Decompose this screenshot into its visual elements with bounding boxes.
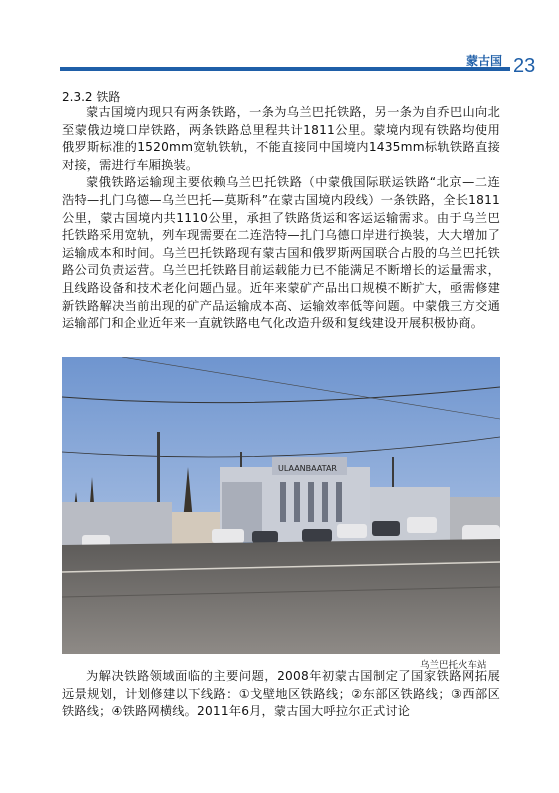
running-header-title: 蒙古国 [466,54,503,68]
paragraph-ulaanbaatar-railway: 蒙俄铁路运输现主要依赖乌兰巴托铁路（中蒙俄国际联运铁路“北京—二连浩特—扎门乌德—乌兰巴托—莫斯科”在蒙古国境内段线）一条铁路，全长1811公里，蒙古国境内共1110公里，承担了铁路货运和客运运输需求。由于乌兰巴托铁路采用宽轨，列车现需要在二连浩特—扎门乌德口岸进行换装，大大增加了运输成本和时间。乌兰巴托铁路现有蒙古国和俄罗斯两国联合占股的乌兰巴托铁路公司负责运营。乌兰巴托铁路目前运载能力已不能满足不断增长的运量需求，且线路设备和技术老化问题凸显。近年来蒙矿产品出口规模不断扩大，亟需修建新铁路解决当前出现的矿产品运输成本高、运输效率低等问题。中蒙俄三方交通运输部门和企业近年来一直就铁路电气化改造升级和复线建设开展积极协商。 [62,175,500,331]
body-text-top [62,104,500,333]
station-photo [62,357,500,654]
header-rule [60,67,510,71]
photo-caption: 乌兰巴托火车站 [420,660,487,671]
body-text-bottom [62,668,500,721]
station-photo-illustration [62,357,500,654]
paragraph-railways-overview: 蒙古国境内现只有两条铁路，一条为乌兰巴托铁路，另一条为自乔巴山向北至蒙俄边境口岸铁路，两条铁路总里程共计1811公里。蒙境内现有铁路均使用俄罗斯标准的1520mm宽轨铁轨，不能直接同中国境内1435mm标轨铁路直接对接，需进行车厢换装。 [62,105,500,172]
section-heading: 2.3.2 铁路 [62,90,121,104]
page-number: 23 [513,55,536,77]
paragraph-railway-plan: 为解决铁路领域面临的主要问题，2008年初蒙古国制定了国家铁路网拓展远景规划，计划修建以下线路：①戈壁地区铁路线；②东部区铁路线；③西部区铁路线；④铁路网横线。2011年6月，蒙古国大呼拉尔正式讨论 [62,669,500,719]
station-sign: ULAANBAATAR [278,464,337,473]
